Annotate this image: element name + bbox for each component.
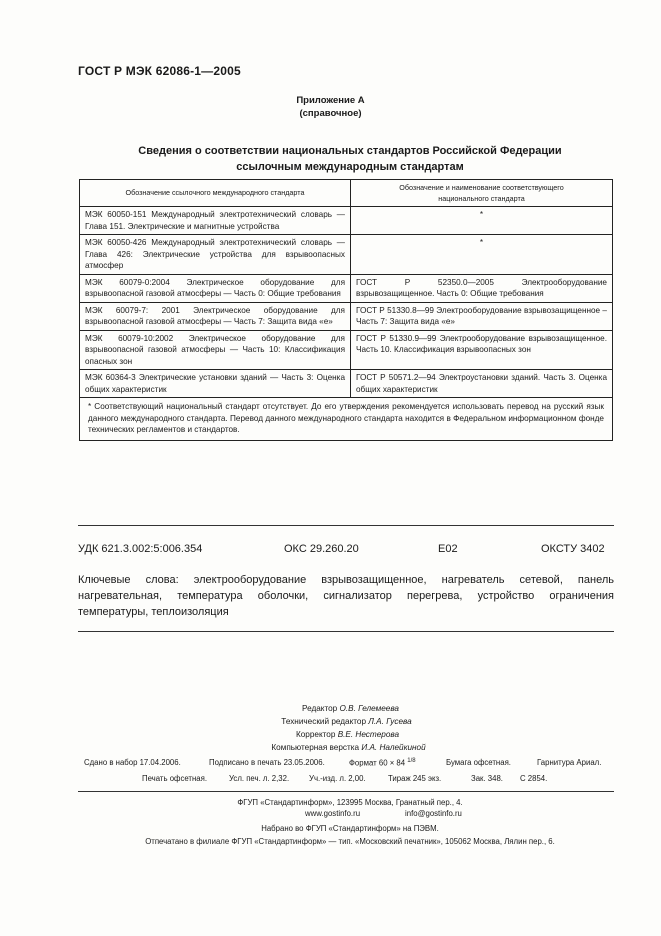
print-edu-sheets: Уч.-изд. л. 2,00. [309,774,366,783]
intl-standard-cell: МЭК 60050-151 Международный электротехнический словарь — Глава 151. Электрические и магнитные устройства [80,207,351,235]
print-submitted: Сдано в набор 17.04.2006. [84,758,181,767]
intl-standard-cell: МЭК 60079-7: 2001 Электрическое оборудование для взрывоопасной газовой атмосферы — Часть 7: Защита вида «е» [80,302,351,330]
publisher-email[interactable]: info@gostinfo.ru [405,809,462,818]
print-typeface: Гарнитура Ариал. [537,758,602,767]
udk-code: УДК 621.3.002:5:006.354 [78,543,203,555]
e-code: Е02 [438,543,458,555]
annex-title: Приложение А [296,95,365,106]
credit-corrector [0,728,661,741]
divider-top [78,525,614,526]
credit-corrector-label: Корректор [295,730,336,739]
annex-note: (справочное) [299,108,362,119]
credit-layout-name: И.А. Налейкиной [361,743,426,752]
main-title-line-2: ссылочным международным стандартам [236,161,464,173]
col-header-international: Обозначение ссылочного международного стандарта [80,180,351,207]
credit-corrector-name: В.Е. Нестерова [337,730,400,739]
table-row [80,274,613,302]
national-standard-cell: * [351,207,613,235]
table-row [80,302,613,330]
table-row [80,330,613,370]
print-sheets: Усл. печ. л. 2,32. [229,774,290,783]
print-copies: Тираж 245 экз. [388,774,442,783]
table-row [80,235,613,275]
publisher-printed: Отпечатано в филиале ФГУП «Стандартинформ» — тип. «Московский печатник», 105062 Москва, Лялин пер., 6. [145,837,555,846]
keywords: Ключевые слова: электрооборудование взрывозащищенное, нагреватель сетевой, панель нагревательная, температура оболочки, сигнализатор перегрева, устройство ограничения температуры, теплоизоляция [78,574,614,618]
table-footnote: * Соответствующий национальный стандарт отсутствует. До его утверждения рекомендуется использовать перевод на русский язык данного международного стандарта. Перевод данного международного стандарта находится в Федеральном информационном фонде технических регламентов и стандартов. [80,398,613,441]
divider-print [78,791,614,792]
main-title [0,143,661,175]
main-title-line-1: Сведения о соответствии национальных стандартов Российской Федерации [138,145,562,157]
credit-tech-label: Технический редактор [281,717,367,726]
print-code: С 2854. [520,774,548,783]
okstu-code: ОКСТУ 3402 [541,543,605,555]
national-standard-cell: ГОСТ Р 51330.8—99 Электрооборудование взрывозащищенное – Часть 7: Защита вида «е» [351,302,613,330]
credit-editor-name: О.В. Гелемеева [339,704,399,713]
print-format [349,758,416,768]
publisher-site[interactable]: www.gostinfo.ru [305,809,361,818]
divider-bottom [78,631,614,632]
table-header-row [80,180,613,207]
print-format-label: Формат 60 × 84 [349,758,406,768]
credit-editor-label: Редактор [301,704,338,713]
credit-tech-name: Л.А. Гусева [368,717,412,726]
publisher-typeset: Набрано во ФГУП «Стандартинформ» на ПЭВМ. [261,824,439,833]
print-order: Зак. 348. [471,774,503,783]
table-row [80,370,613,398]
intl-standard-cell: МЭК 60079-10:2002 Электрическое оборудование для взрывоопасной газовой атмосферы — Часть 10: Классификация опасных зон [80,330,351,370]
table-footnote-row [80,398,613,441]
standards-table [79,179,613,441]
publisher-address: ФГУП «Стандартинформ», 123995 Москва, Гранатный пер., 4. [237,798,463,807]
national-standard-cell: ГОСТ Р 50571.2—94 Электроустановки зданий. Часть 3. Оценка общих характеристик [351,370,613,398]
national-standard-cell: ГОСТ Р 51330.9—99 Электрооборудование взрывозащищенное. Часть 10. Классификация взрывоопасных зон [351,330,613,370]
credits-block [0,702,661,754]
table-row [80,207,613,235]
col-header-national [351,180,613,207]
credit-layout [0,741,661,754]
col-header-national-line-2: национального стандарта [438,194,525,203]
print-printing: Печать офсетная. [142,774,208,783]
credit-layout-label: Компьютерная верстка [271,743,360,752]
intl-standard-cell: МЭК 60079-0:2004 Электрическое оборудование для взрывоопасной газовой атмосферы — Часть 0: Общие требования [80,274,351,302]
print-paper: Бумага офсетная. [446,758,511,767]
credit-tech-editor [0,715,661,728]
oks-code: ОКС 29.260.20 [284,543,359,555]
national-standard-cell: ГОСТ Р 52350.0—2005 Электрооборудование взрывозащищенное. Часть 0: Общие требования [351,274,613,302]
national-standard-cell: * [351,235,613,275]
col-header-national-line-1: Обозначение и наименование соответствующего [399,182,564,192]
intl-standard-cell: МЭК 60050-426 Международный электротехнический словарь — Глава 426: Электрические устройства для взрывоопасных атмосфер [80,235,351,275]
intl-standard-cell: МЭК 60364-3 Электрические установки зданий — Часть 3: Оценка общих характеристик [80,370,351,398]
credit-editor [0,702,661,715]
document-code: ГОСТ Р МЭК 62086-1—2005 [78,64,241,78]
print-format-fraction: 1/8 [407,758,416,764]
print-signed: Подписано в печать 23.05.2006. [209,758,325,767]
